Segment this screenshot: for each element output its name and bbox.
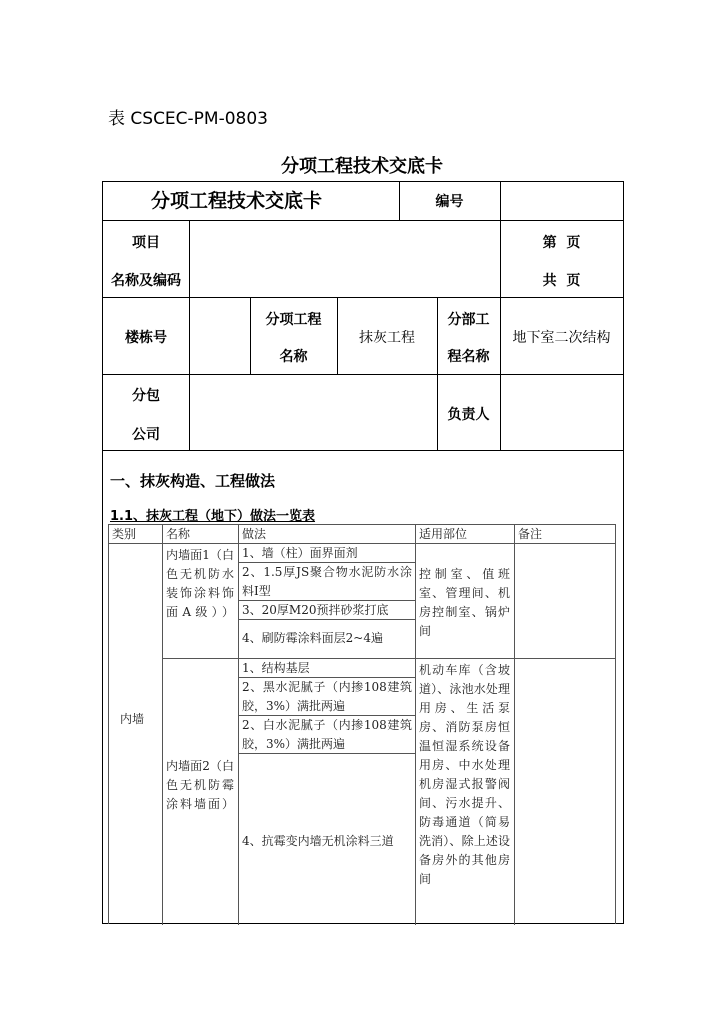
row1-step2: 2、1.5厚JS聚合物水泥防水涂料Ⅰ型 — [242, 565, 412, 598]
header-method: 做法 — [242, 527, 267, 541]
subitem-label-line2: 名称 — [279, 349, 308, 365]
section-subheading: 1.1、抹灰工程（地下）做法一览表 — [110, 509, 316, 524]
page-number-label: 第 页 — [542, 235, 581, 251]
document-title: 分项工程技术交底卡 — [281, 156, 443, 177]
header-name: 名称 — [166, 527, 191, 541]
row2-step3: 2、白水泥腻子（内掺108建筑胶，3%）满批两遍 — [242, 718, 412, 751]
subitem-value: 抹灰工程 — [359, 330, 415, 346]
total-pages-label: 共 页 — [542, 273, 581, 289]
manager-label: 负责人 — [447, 407, 490, 423]
row2-name: 内墙面2（白色无机防霉涂料墙面） — [166, 759, 234, 811]
header-location: 适用部位 — [419, 527, 468, 541]
subcontract-label-line2: 公司 — [132, 427, 160, 443]
number-label: 编号 — [435, 194, 464, 210]
division-label-line1: 分部工 — [447, 312, 490, 328]
project-label-line1: 项目 — [132, 235, 160, 251]
division-label-line2: 程名称 — [447, 349, 490, 365]
building-label: 楼栋号 — [125, 330, 167, 346]
division-value: 地下室二次结构 — [512, 330, 611, 346]
row2-step4: 4、抗霉变内墙无机涂料三道 — [242, 834, 394, 848]
row1-step1: 1、墙（柱）面界面剂 — [242, 546, 358, 560]
header-remark: 备注 — [518, 527, 543, 541]
row2-step1: 1、结构基层 — [242, 661, 310, 675]
method-table — [108, 524, 616, 924]
subitem-label-line1: 分项工程 — [265, 312, 322, 328]
section-heading: 一、抹灰构造、工程做法 — [110, 472, 276, 490]
row1-step4: 4、刷防霉涂料面层2~4遍 — [242, 631, 383, 645]
form-code: 表 CSCEC-PM-0803 — [108, 109, 268, 129]
row2-step2: 2、黑水泥腻子（内掺108建筑胶，3%）满批两遍 — [242, 680, 412, 713]
header-category: 类别 — [112, 527, 137, 541]
project-label-line2: 名称及编码 — [111, 273, 181, 289]
subcontract-label-line1: 分包 — [132, 388, 160, 404]
row1-name: 内墙面1（白色无机防水装饰涂料饰面A级）） — [166, 548, 234, 619]
card-title: 分项工程技术交底卡 — [151, 190, 323, 212]
row2-location: 机动车库（含坡道）、泳池水处理用房、生活泵房、消防泵房恒温恒湿系统设备用房、中水处理机房湿式报警阀间、污水提升、防毒通道（简易洗消）、除上述设备房外的其他房间 — [419, 663, 510, 886]
row1-step3: 3、20厚M20预拌砂浆打底 — [242, 603, 389, 617]
disclosure-card — [102, 181, 624, 924]
category-cell: 内墙 — [120, 712, 145, 726]
row1-location: 控制室、值班室、管理间、机房控制室、锅炉间 — [419, 567, 510, 638]
